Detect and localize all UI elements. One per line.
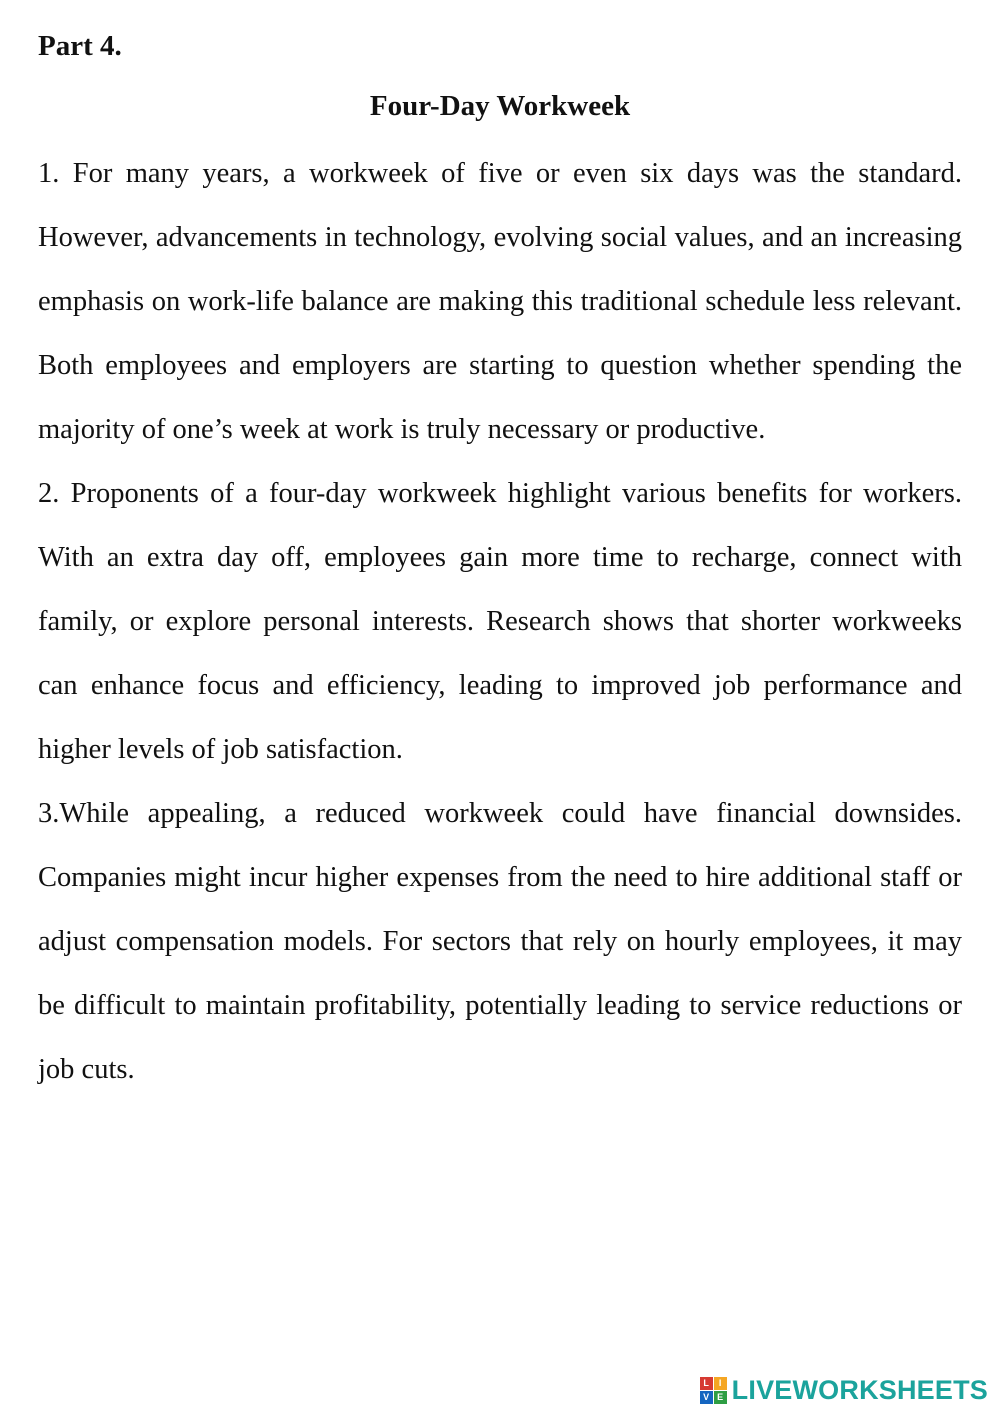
liveworksheets-logo-icon: [700, 1377, 727, 1404]
part-label: Part 4.: [38, 30, 122, 62]
brand-name: LIVEWORKSHEETS: [731, 1375, 988, 1405]
page-title: Four-Day Workweek: [369, 90, 631, 122]
logo-block-e: E: [714, 1391, 727, 1404]
logo-block-i: I: [714, 1377, 727, 1390]
paragraph-3: 3.While appealing, a reduced workweek could have financial downsides. Companies might incur higher expenses from the need to hire additional staff or adjust compensation models. For sectors that rely on hourly employees, it may be difficult to maintain profitability, potentially leading to service reductions or job cuts.: [38, 798, 962, 1085]
footer-brand: [700, 1375, 988, 1406]
paragraph-1: 1. For many years, a workweek of five or even six days was the standard. However, advancements in technology, evolving social values, and an increasing emphasis on work-life balance are making this traditional schedule less relevant. Both employees and employers are starting to question whether spending the majority of one’s week at work is truly necessary or productive.: [38, 158, 962, 445]
logo-block-v: V: [700, 1391, 713, 1404]
logo-block-l: L: [700, 1377, 713, 1390]
paragraph-2: 2. Proponents of a four-day workweek highlight various benefits for workers. With an extra day off, employees gain more time to recharge, connect with family, or explore personal interests. Research shows that shorter workweeks can enhance focus and efficiency, leading to improved job performance and higher levels of job satisfaction.: [38, 478, 962, 765]
